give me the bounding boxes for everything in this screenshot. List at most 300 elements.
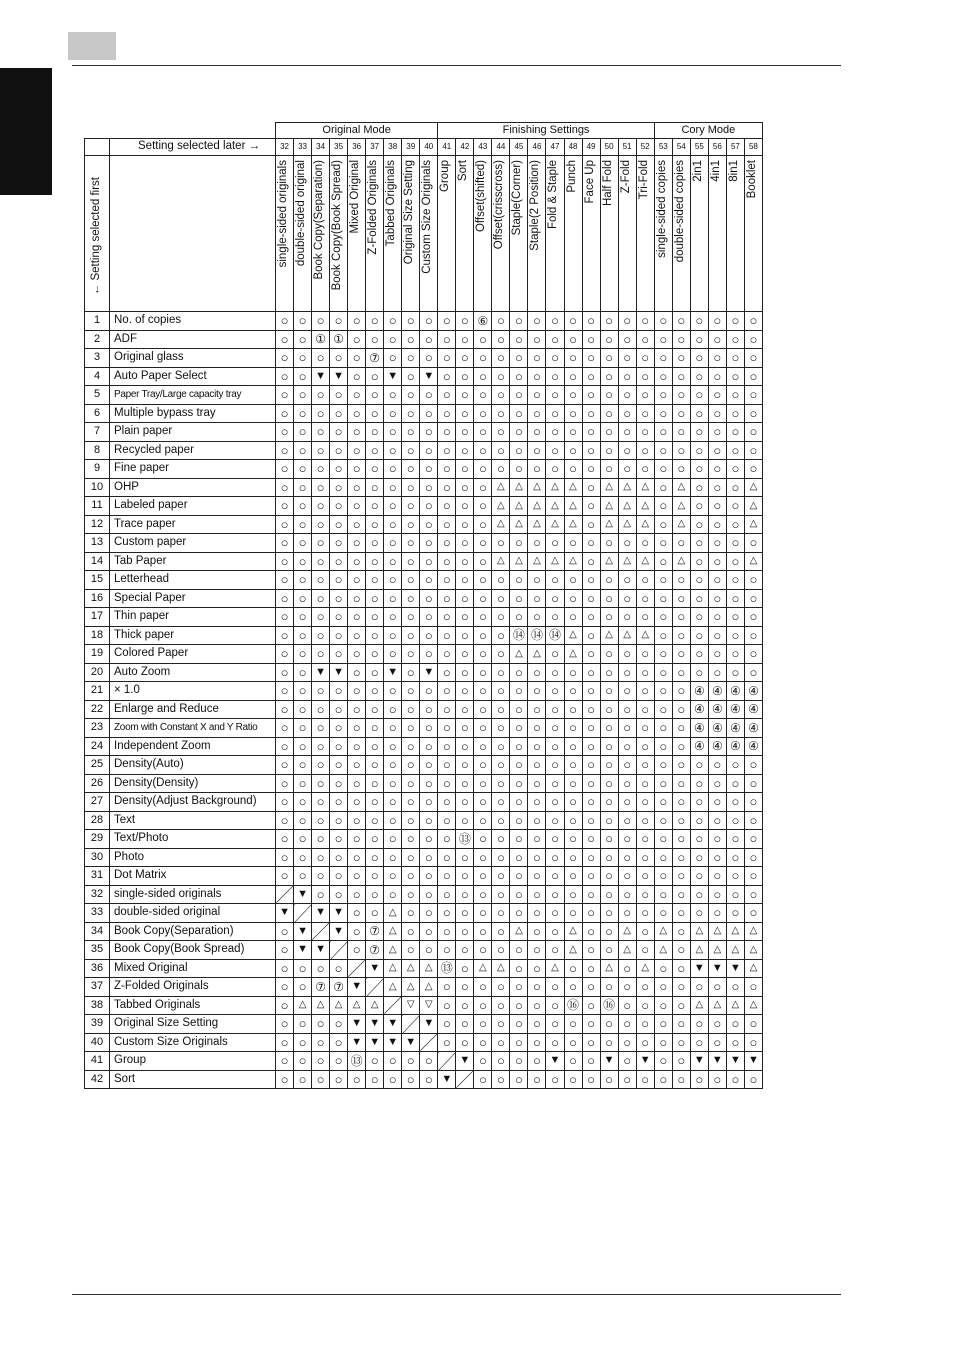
compat-cell: ○ xyxy=(402,885,420,904)
column-label-cell xyxy=(312,156,330,312)
compat-cell: ○ xyxy=(330,1015,348,1034)
compat-cell: ○ xyxy=(744,404,762,423)
compat-cell: ○ xyxy=(618,386,636,405)
table-row xyxy=(85,571,763,590)
compat-cell: ○ xyxy=(726,904,744,923)
compat-cell: ○ xyxy=(402,515,420,534)
compat-cell: △ xyxy=(618,497,636,516)
compat-cell: ○ xyxy=(384,534,402,553)
compat-cell: ○ xyxy=(726,515,744,534)
compat-cell: ○ xyxy=(708,478,726,497)
compat-cell: ○ xyxy=(618,682,636,701)
column-label-cell xyxy=(510,156,528,312)
compat-cell: ○ xyxy=(510,848,528,867)
compat-cell: ○ xyxy=(708,904,726,923)
compat-cell: △ xyxy=(690,941,708,960)
compat-cell: ○ xyxy=(510,571,528,590)
compat-cell: ○ xyxy=(312,700,330,719)
compat-cell: ○ xyxy=(672,885,690,904)
compat-cell: ○ xyxy=(600,1070,618,1089)
compat-cell: ○ xyxy=(564,330,582,349)
compat-cell: ○ xyxy=(582,830,600,849)
compat-cell: ○ xyxy=(438,941,456,960)
compat-cell: ○ xyxy=(330,830,348,849)
compat-cell: ○ xyxy=(402,589,420,608)
compat-cell: ○ xyxy=(582,404,600,423)
row-label: Text xyxy=(110,811,276,830)
compat-cell: △ xyxy=(384,922,402,941)
compat-cell: ○ xyxy=(438,330,456,349)
compat-cell: ○ xyxy=(294,959,312,978)
compat-cell: ○ xyxy=(600,756,618,775)
compat-cell: ○ xyxy=(528,737,546,756)
compat-cell: ○ xyxy=(636,404,654,423)
compat-cell: ○ xyxy=(420,811,438,830)
compat-cell: ○ xyxy=(492,978,510,997)
compat-cell: △ xyxy=(744,959,762,978)
compat-cell: ○ xyxy=(402,793,420,812)
compat-cell: △ xyxy=(528,478,546,497)
compat-cell: ○ xyxy=(276,959,294,978)
compat-cell: ○ xyxy=(546,774,564,793)
compat-cell: ○ xyxy=(348,922,366,941)
compat-cell: ○ xyxy=(420,404,438,423)
compat-cell: ○ xyxy=(474,737,492,756)
column-label-cell xyxy=(528,156,546,312)
compat-cell: ○ xyxy=(600,774,618,793)
compat-cell: ▼ xyxy=(384,1033,402,1052)
compat-cell: ○ xyxy=(294,386,312,405)
row-label: Paper Tray/Large capacity tray xyxy=(110,386,276,405)
compat-cell: ○ xyxy=(294,848,312,867)
compat-cell: ○ xyxy=(690,885,708,904)
compat-cell: ○ xyxy=(744,349,762,368)
compat-cell: ○ xyxy=(510,811,528,830)
compat-cell: △ xyxy=(384,978,402,997)
compat-cell: ○ xyxy=(744,645,762,664)
compat-cell: ○ xyxy=(384,423,402,442)
compat-cell: ○ xyxy=(690,386,708,405)
compat-cell: ○ xyxy=(420,534,438,553)
compat-cell: ○ xyxy=(384,811,402,830)
compat-cell: ④ xyxy=(726,737,744,756)
compat-cell: ○ xyxy=(672,774,690,793)
compat-cell: △ xyxy=(726,941,744,960)
compat-cell: ○ xyxy=(312,515,330,534)
compat-cell: ④ xyxy=(744,700,762,719)
compat-cell: ○ xyxy=(582,811,600,830)
compat-cell: ○ xyxy=(618,867,636,886)
compat-cell: ○ xyxy=(528,867,546,886)
compat-cell: ○ xyxy=(384,848,402,867)
compat-cell: ○ xyxy=(636,830,654,849)
compat-cell: △ xyxy=(510,645,528,664)
compat-cell: ○ xyxy=(402,441,420,460)
row-number: 7 xyxy=(85,423,110,442)
compat-cell: ○ xyxy=(582,441,600,460)
compat-cell: ○ xyxy=(312,608,330,627)
compat-cell: ○ xyxy=(600,645,618,664)
compat-cell: ○ xyxy=(672,645,690,664)
row-label: Auto Paper Select xyxy=(110,367,276,386)
column-label-cell xyxy=(600,156,618,312)
column-label: Custom Size Originals xyxy=(421,160,434,274)
compat-cell: ○ xyxy=(420,349,438,368)
compat-cell: ○ xyxy=(636,700,654,719)
compat-cell: ○ xyxy=(366,441,384,460)
compat-cell: ○ xyxy=(654,885,672,904)
compat-cell: ○ xyxy=(294,867,312,886)
compat-cell: ○ xyxy=(510,404,528,423)
compat-cell: ○ xyxy=(528,330,546,349)
compat-cell: ○ xyxy=(582,330,600,349)
compat-cell: ○ xyxy=(312,571,330,590)
compat-cell: ○ xyxy=(636,774,654,793)
compat-cell: ○ xyxy=(708,978,726,997)
compat-cell: ○ xyxy=(294,737,312,756)
compat-cell: ○ xyxy=(546,719,564,738)
compat-cell: ○ xyxy=(312,719,330,738)
compat-cell: ○ xyxy=(474,626,492,645)
compat-cell: ○ xyxy=(276,441,294,460)
compat-cell: ○ xyxy=(636,1015,654,1034)
compat-cell: ○ xyxy=(564,959,582,978)
compat-cell: △ xyxy=(744,941,762,960)
compat-cell: ○ xyxy=(312,589,330,608)
column-label-cell xyxy=(348,156,366,312)
compat-cell: ○ xyxy=(456,756,474,775)
compat-cell: ○ xyxy=(708,848,726,867)
row-number: 17 xyxy=(85,608,110,627)
compat-cell: ○ xyxy=(600,441,618,460)
table-row xyxy=(85,811,763,830)
compat-cell: ○ xyxy=(366,737,384,756)
compat-cell: △ xyxy=(690,996,708,1015)
compat-cell: ○ xyxy=(510,774,528,793)
compat-cell: ○ xyxy=(546,996,564,1015)
row-label: Tab Paper xyxy=(110,552,276,571)
compat-cell: ○ xyxy=(726,978,744,997)
column-label-cell xyxy=(366,156,384,312)
compat-cell: ○ xyxy=(690,460,708,479)
column-label-cell xyxy=(420,156,438,312)
compat-cell: ○ xyxy=(366,386,384,405)
compat-cell: ○ xyxy=(564,367,582,386)
column-number: 58 xyxy=(744,139,762,156)
compat-cell: ○ xyxy=(726,608,744,627)
compat-cell: ○ xyxy=(672,330,690,349)
compat-cell: ○ xyxy=(438,978,456,997)
compat-cell: ○ xyxy=(492,349,510,368)
table-row xyxy=(85,959,763,978)
row-label: OHP xyxy=(110,478,276,497)
compat-cell: ▼ xyxy=(330,904,348,923)
compat-cell: ○ xyxy=(366,608,384,627)
row-number: 30 xyxy=(85,848,110,867)
compat-cell: ○ xyxy=(420,904,438,923)
compat-cell: ○ xyxy=(384,719,402,738)
compat-cell: ○ xyxy=(672,867,690,886)
compat-cell: ○ xyxy=(654,700,672,719)
compat-cell: ○ xyxy=(582,552,600,571)
table-row xyxy=(85,904,763,923)
compat-cell: ○ xyxy=(348,663,366,682)
column-label-cell xyxy=(672,156,690,312)
compat-cell: ○ xyxy=(492,737,510,756)
compat-cell: ○ xyxy=(564,774,582,793)
compat-cell: ○ xyxy=(546,682,564,701)
compat-cell: ○ xyxy=(654,1015,672,1034)
row-number: 2 xyxy=(85,330,110,349)
compat-cell: ○ xyxy=(402,904,420,923)
compat-cell: ○ xyxy=(420,922,438,941)
compat-cell: ○ xyxy=(276,608,294,627)
compat-cell: ○ xyxy=(582,756,600,775)
compat-cell: ○ xyxy=(564,663,582,682)
compat-cell: ○ xyxy=(744,626,762,645)
table-row xyxy=(85,552,763,571)
compat-cell: ○ xyxy=(492,922,510,941)
row-label: Photo xyxy=(110,848,276,867)
table-row xyxy=(85,663,763,682)
compat-cell: ○ xyxy=(564,312,582,331)
compat-cell: ○ xyxy=(528,719,546,738)
column-number: 50 xyxy=(600,139,618,156)
compat-cell: ○ xyxy=(420,312,438,331)
compat-cell: ○ xyxy=(654,478,672,497)
compat-cell: ○ xyxy=(402,552,420,571)
row-label: Book Copy(Separation) xyxy=(110,922,276,941)
compat-cell: ○ xyxy=(546,904,564,923)
row-number: 39 xyxy=(85,1015,110,1034)
compat-cell: ○ xyxy=(618,774,636,793)
compat-cell: ○ xyxy=(384,349,402,368)
compat-cell: ▼ xyxy=(348,1015,366,1034)
compat-cell: ○ xyxy=(312,349,330,368)
compat-cell: ○ xyxy=(510,830,528,849)
row-label: Text/Photo xyxy=(110,830,276,849)
compat-cell: ○ xyxy=(546,1070,564,1089)
compat-cell: ○ xyxy=(726,460,744,479)
compat-cell: ○ xyxy=(312,423,330,442)
compat-cell: ○ xyxy=(294,978,312,997)
compat-cell: ○ xyxy=(708,774,726,793)
compat-cell: ○ xyxy=(474,367,492,386)
compat-cell: ○ xyxy=(510,349,528,368)
compat-cell: ○ xyxy=(402,700,420,719)
compat-cell: ○ xyxy=(492,848,510,867)
compat-cell: ○ xyxy=(636,423,654,442)
compat-cell: ▼ xyxy=(276,904,294,923)
compat-cell: ○ xyxy=(654,867,672,886)
column-label: Fold & Staple xyxy=(547,160,560,230)
compat-cell: △ xyxy=(672,552,690,571)
compat-cell: ○ xyxy=(420,737,438,756)
compat-cell: ④ xyxy=(708,682,726,701)
compat-cell: △ xyxy=(654,941,672,960)
compat-cell: ⑭ xyxy=(510,626,528,645)
compat-cell: ○ xyxy=(636,571,654,590)
compat-cell: △ xyxy=(600,626,618,645)
table-row xyxy=(85,848,763,867)
compat-cell: ○ xyxy=(654,367,672,386)
compat-cell: ○ xyxy=(348,552,366,571)
compat-cell: ○ xyxy=(276,478,294,497)
compat-cell: ○ xyxy=(456,645,474,664)
compat-cell: ○ xyxy=(672,922,690,941)
compat-cell: ○ xyxy=(456,423,474,442)
compat-cell: ○ xyxy=(546,386,564,405)
compat-cell: ○ xyxy=(564,589,582,608)
compat-cell: △ xyxy=(708,922,726,941)
compat-cell: ○ xyxy=(546,978,564,997)
compat-cell: ○ xyxy=(438,885,456,904)
compat-cell: ○ xyxy=(348,367,366,386)
row-number: 12 xyxy=(85,515,110,534)
table-row xyxy=(85,349,763,368)
compat-cell: ○ xyxy=(600,941,618,960)
compat-cell: ○ xyxy=(492,682,510,701)
compat-cell: ○ xyxy=(492,571,510,590)
compat-cell: ○ xyxy=(708,423,726,442)
compat-cell: ○ xyxy=(456,330,474,349)
compat-cell: ○ xyxy=(564,978,582,997)
compat-cell: ○ xyxy=(420,478,438,497)
compat-cell: ○ xyxy=(708,404,726,423)
compat-cell: ○ xyxy=(294,1070,312,1089)
compat-cell: ○ xyxy=(294,1015,312,1034)
compat-cell: ○ xyxy=(744,904,762,923)
compat-cell: ○ xyxy=(636,719,654,738)
compat-cell: ○ xyxy=(312,460,330,479)
compat-cell: ○ xyxy=(672,719,690,738)
row-number: 4 xyxy=(85,367,110,386)
compat-cell: ○ xyxy=(636,1033,654,1052)
compat-cell: ○ xyxy=(546,830,564,849)
compat-cell: ○ xyxy=(348,404,366,423)
group-header: Finishing Settings xyxy=(438,123,654,139)
compat-cell: ○ xyxy=(744,663,762,682)
setting-first-cell xyxy=(85,156,110,312)
compat-cell: ○ xyxy=(744,386,762,405)
compat-cell: ○ xyxy=(294,700,312,719)
compat-cell: ○ xyxy=(474,774,492,793)
compat-cell: ○ xyxy=(636,1070,654,1089)
table-row xyxy=(85,978,763,997)
compat-cell: ○ xyxy=(690,404,708,423)
compat-cell: ○ xyxy=(438,349,456,368)
compat-cell: ○ xyxy=(366,885,384,904)
compat-cell: ○ xyxy=(402,349,420,368)
row-number: 38 xyxy=(85,996,110,1015)
compat-cell: ▼ xyxy=(330,922,348,941)
row-number: 10 xyxy=(85,478,110,497)
compat-cell: ○ xyxy=(474,793,492,812)
compat-cell: ○ xyxy=(420,848,438,867)
compat-cell: ○ xyxy=(618,312,636,331)
compat-cell: ○ xyxy=(618,904,636,923)
column-label: Tabbed Originals xyxy=(385,160,398,247)
compat-cell: ○ xyxy=(474,719,492,738)
compat-cell: ④ xyxy=(744,737,762,756)
compat-cell: ○ xyxy=(276,996,294,1015)
row-number: 3 xyxy=(85,349,110,368)
compat-cell: △ xyxy=(600,552,618,571)
row-number: 42 xyxy=(85,1070,110,1089)
compat-cell: ○ xyxy=(312,626,330,645)
compat-cell: ○ xyxy=(708,608,726,627)
compat-cell: ○ xyxy=(582,460,600,479)
row-label: Special Paper xyxy=(110,589,276,608)
compat-cell: ○ xyxy=(510,367,528,386)
compat-cell: ○ xyxy=(456,941,474,960)
compat-cell: ○ xyxy=(474,386,492,405)
compat-cell: ○ xyxy=(276,626,294,645)
compat-cell: ○ xyxy=(654,534,672,553)
compat-cell: ○ xyxy=(546,571,564,590)
compat-cell: ○ xyxy=(708,589,726,608)
compat-cell: ○ xyxy=(474,608,492,627)
row-number: 21 xyxy=(85,682,110,701)
compat-cell: ○ xyxy=(384,793,402,812)
row-number: 27 xyxy=(85,793,110,812)
compat-cell: ○ xyxy=(600,312,618,331)
table-row xyxy=(85,1015,763,1034)
na-cell xyxy=(294,904,312,923)
compat-cell: ○ xyxy=(402,941,420,960)
compat-cell: ○ xyxy=(726,1070,744,1089)
compat-cell: ④ xyxy=(726,719,744,738)
table-row xyxy=(85,460,763,479)
compat-cell: ○ xyxy=(456,497,474,516)
compat-cell: ○ xyxy=(636,996,654,1015)
compat-cell: ○ xyxy=(672,312,690,331)
compat-cell: ○ xyxy=(438,700,456,719)
compat-cell: ○ xyxy=(528,1015,546,1034)
column-label: Face Up xyxy=(583,160,596,204)
na-cell xyxy=(402,1015,420,1034)
row-number: 25 xyxy=(85,756,110,775)
compat-cell: ○ xyxy=(294,441,312,460)
compat-cell: ○ xyxy=(276,830,294,849)
compat-cell: ○ xyxy=(744,756,762,775)
compat-cell: ○ xyxy=(276,682,294,701)
compat-cell: ▼ xyxy=(312,904,330,923)
compat-cell: ○ xyxy=(438,534,456,553)
compat-cell: ○ xyxy=(348,571,366,590)
setting-later-label: Setting selected later → xyxy=(110,139,276,156)
compat-cell: ○ xyxy=(510,867,528,886)
compat-cell: ○ xyxy=(492,423,510,442)
compat-cell: △ xyxy=(492,497,510,516)
compat-cell: ○ xyxy=(420,774,438,793)
compat-cell: ○ xyxy=(438,497,456,516)
compat-cell: ○ xyxy=(294,312,312,331)
compat-cell: ④ xyxy=(726,700,744,719)
compat-cell: ○ xyxy=(654,497,672,516)
compat-cell: ○ xyxy=(636,349,654,368)
column-number: 37 xyxy=(366,139,384,156)
compat-cell: ○ xyxy=(582,626,600,645)
compat-cell: ○ xyxy=(438,589,456,608)
compat-cell: ① xyxy=(312,330,330,349)
compat-cell: ○ xyxy=(708,885,726,904)
compat-cell: ○ xyxy=(456,478,474,497)
compat-cell: ○ xyxy=(654,719,672,738)
compat-cell: ○ xyxy=(474,1052,492,1071)
compat-cell: ○ xyxy=(294,423,312,442)
compat-cell: ○ xyxy=(654,552,672,571)
